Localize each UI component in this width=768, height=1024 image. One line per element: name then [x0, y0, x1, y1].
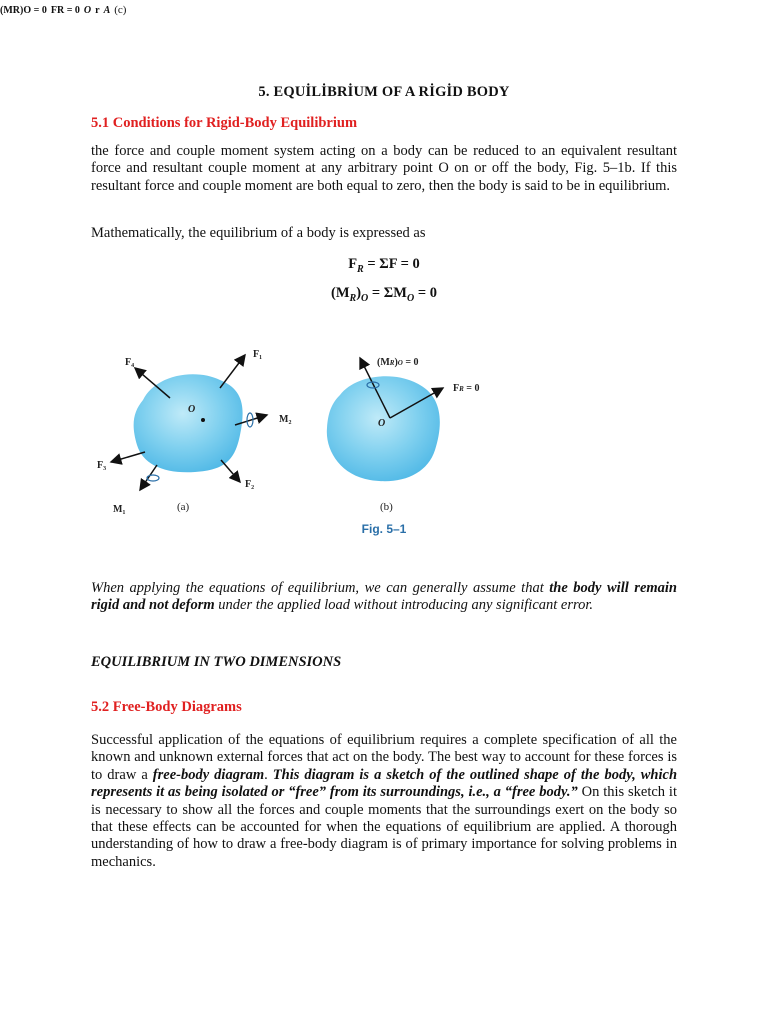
equation-moment: $(M_R)_O = \Sigma M_O = 0$ — [331, 285, 437, 304]
moment-m2-label: M₂ — [279, 414, 292, 425]
figure-caption: Fig. 5–1 — [361, 522, 407, 536]
point-a-label: A — [103, 5, 111, 16]
rigid-body-c — [0, 0, 126, 17]
figure-b-label: (b) — [380, 501, 393, 513]
figure-panel-b — [327, 357, 480, 513]
subheading-two-dimensions: EQUILIBRIUM IN TWO DIMENSIONS — [91, 654, 342, 670]
page-title: 5. EQUİLİBRİUM OF A RİGİD BODY — [258, 84, 510, 100]
force-f4-label: F₄ — [125, 357, 135, 368]
figure-5-1 — [85, 340, 685, 520]
point-o-label-b: O — [378, 418, 386, 429]
moment-m1-label: M₁ — [113, 504, 126, 515]
point-o-label-c: O — [83, 5, 92, 16]
section-heading-5-1: 5.1 Conditions for Rigid-Body Equilibrium — [91, 115, 358, 131]
force-f1-label: F₁ — [253, 349, 263, 360]
paragraph-mathematically: Mathematically, the equilibrium of a body is expressed as — [91, 225, 426, 241]
figure-c-label: (c) — [114, 4, 127, 16]
paragraph-free-body: Successful application of the equations of equilibrium requires a complete specification of all the known and unknown external forces that act on the body. The best way to account for these forces is to draw a free-body diagram. This diagram is a sketch of the outlined shape of the body, which represents it as being isolated or “free” from its surroundings, i.e., a “free body.” On this sketch it is necessary to show all the forces and couple moments that the surroundings exert on the body so that these effects can be accounted for when the equations of equilibrium are applied. A thorough understanding of how to draw a free-body diagram is of primary importance for solving problems in mechanics. — [91, 732, 678, 870]
force-f3-label: F₃ — [97, 460, 107, 471]
force-resultant-label-b: FR = 0 — [453, 383, 480, 394]
force-resultant-label-c: FR = 0 — [50, 5, 80, 16]
figure-a-label: (a) — [177, 501, 190, 513]
paragraph-equilibrium-intro: the force and couple moment system acting on a body can be reduced to an equivalent resultant force and resultant couple moment at any arbitrary point O on or off the body, Fig. 5–1b. If this resultant force and couple moment are both equal to zero, then the body is said to be in equilibrium. — [91, 143, 677, 194]
figure-panel-c — [0, 0, 126, 17]
paragraph-equilibrium-assumption: When applying the equations of equilibrium, we can generally assume that the body will remain rigid and not deform under the applied load without introducing any significant error. — [91, 580, 677, 614]
equation-force: $F_R = \Sigma F = 0$ — [348, 256, 420, 275]
vector-r-label: r — [95, 5, 100, 16]
rigid-body-a — [134, 374, 243, 472]
section-heading-5-2: 5.2 Free-Body Diagrams — [91, 699, 242, 715]
point-o-label: O — [188, 404, 196, 415]
figure-panel-a — [97, 349, 291, 515]
force-f2-label: F₂ — [245, 479, 255, 490]
moment-resultant-label-c: (MR)O = 0 — [0, 5, 47, 16]
moment-resultant-label-b: (MR)O = 0 — [377, 357, 419, 368]
